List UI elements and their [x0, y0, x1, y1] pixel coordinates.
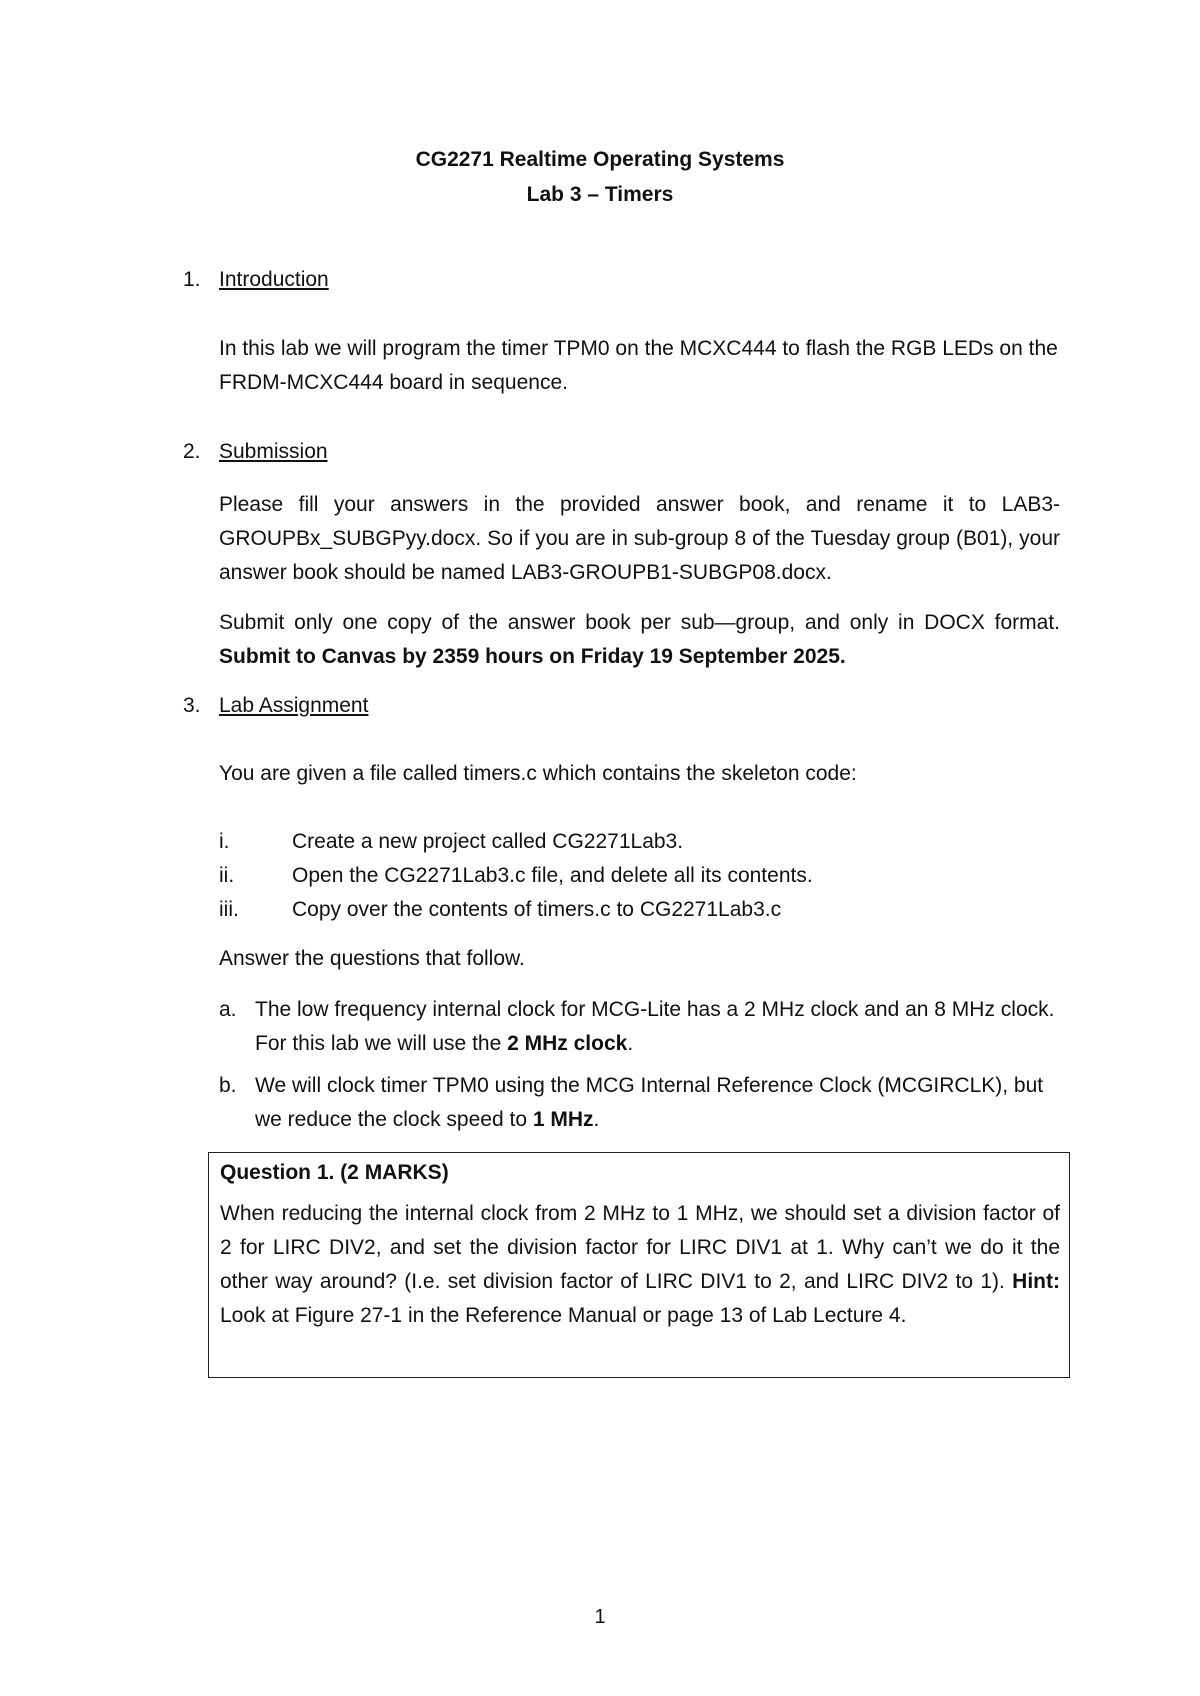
submission-text: Submit only one copy of the answer book per sub—group, and only in DOCX format.	[219, 611, 1060, 634]
item-text-end: .	[593, 1108, 600, 1131]
submission-deadline: Submit to Canvas by 2359 hours on Friday 19 September 2025.	[219, 645, 846, 668]
item-text-bold: 1 MHz	[532, 1108, 594, 1131]
item-text-end: .	[627, 1032, 634, 1055]
document-title: CG2271 Realtime Operating Systems	[415, 148, 785, 171]
question-text	[220, 1197, 1060, 1333]
answer-prompt: Answer the questions that follow.	[219, 947, 525, 970]
step-number: ii.	[219, 864, 235, 887]
step-number: i.	[219, 830, 230, 853]
section-number: 1.	[183, 268, 201, 291]
item-text-plain: The low frequency internal clock for MCG-Lite has a 2 MHz clock and an 8 MHz clock. For this lab we will use the	[255, 998, 1055, 1055]
page-number: 1	[594, 1606, 606, 1628]
item-text-plain: We will clock timer TPM0 using the MCG Internal Reference Clock (MCGIRCLK), but we reduce the clock speed to	[255, 1074, 1044, 1131]
hint-label: Hint:	[1012, 1270, 1060, 1293]
hint-text: Look at Figure 27-1 in the Reference Manual or page 13 of Lab Lecture 4.	[220, 1304, 907, 1327]
question-title: Question 1. (2 MARKS)	[220, 1161, 449, 1184]
item-text-bold: 2 MHz clock	[507, 1032, 628, 1055]
section-title: Introduction	[219, 268, 329, 291]
section-number: 2.	[183, 440, 201, 463]
step-text: Create a new project called CG2271Lab3.	[292, 830, 684, 853]
assignment-intro: You are given a file called timers.c which contains the skeleton code:	[219, 762, 857, 785]
document-subtitle: Lab 3 – Timers	[526, 183, 674, 206]
step-text: Open the CG2271Lab3.c file, and delete all its contents.	[292, 864, 813, 887]
question-body: When reducing the internal clock from 2 MHz to 1 MHz, we should set a division factor of 2 for LIRC DIV2, and set the division factor for LIRC DIV1 at 1. Why can’t we do it the other way around? (I.e. set division factor of LIRC DIV1 to 2, and LIRC DIV2 to 1).	[220, 1202, 1060, 1293]
item-text	[255, 993, 1065, 1061]
section-title: Lab Assignment	[219, 694, 369, 717]
submission-paragraph-1: Please fill your answers in the provided answer book, and rename it to LAB3-GROUPBx_SUBGPyy.docx. So if you are in sub-group 8 of the Tuesday group (B01), your answer book should be named LAB3-GROUPB1-SUBGP08.docx.	[219, 493, 1060, 584]
intro-paragraph: In this lab we will program the timer TPM0 on the MCXC444 to flash the RGB LEDs on the FRDM-MCXC444 board in sequence.	[219, 337, 1058, 394]
section-title: Submission	[219, 440, 328, 463]
item-letter: a.	[219, 998, 237, 1021]
submission-paragraph-2	[219, 606, 1060, 674]
question-box	[208, 1152, 1070, 1378]
step-number: iii.	[219, 898, 239, 921]
step-text: Copy over the contents of timers.c to CG2271Lab3.c	[292, 898, 782, 921]
item-letter: b.	[219, 1074, 237, 1097]
item-text	[255, 1069, 1065, 1137]
section-number: 3.	[183, 694, 201, 717]
